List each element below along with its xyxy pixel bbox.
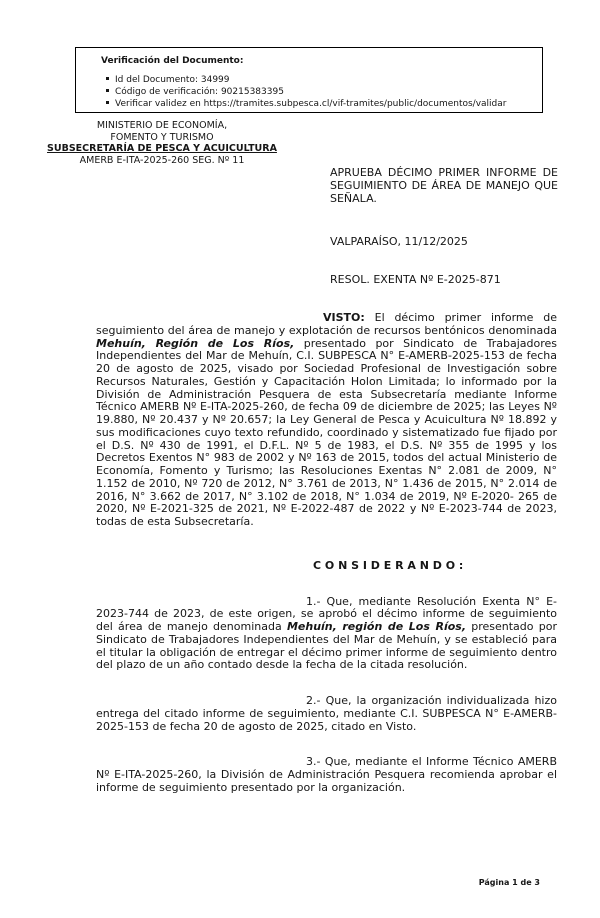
title-block bbox=[330, 167, 558, 287]
letterhead bbox=[38, 120, 286, 167]
verification-box bbox=[75, 47, 543, 113]
subsecretaria-line: SUBSECRETARÍA DE PESCA Y ACUICULTURA bbox=[47, 143, 277, 155]
verification-item-code bbox=[106, 87, 542, 98]
verification-item-text: Código de verificación: 90215383395 bbox=[115, 87, 284, 97]
ministry-line-2: FOMENTO Y TURISMO bbox=[110, 131, 214, 143]
considerando-item-1: 1.- Que, mediante Resolución Exenta N° E-2023-744 de 2023, de este origen, se aprobó el décimo informe de seguimiento del área de manejo denominada Mehuín, región de Los Ríos, presentado por Sindicato de Trabajadores Independientes del Mar de Mehuín, y se estableció para el titular la obligación de entregar el décimo primer informe de seguimiento dentro del plazo de un año contado desde la fecha de la citada resolución. bbox=[96, 594, 557, 672]
resolution-subject: APRUEBA DÉCIMO PRIMER INFORME DE SEGUIMIENTO DE ÁREA DE MANEJO QUE SEÑALA. bbox=[330, 166, 558, 205]
amerb-reference: AMERB E-ITA-2025-260 SEG. Nº 11 bbox=[79, 155, 245, 167]
page-indicator: Página 1 de 3 bbox=[478, 878, 540, 887]
considerando-item-2: 2.- Que, la organización individualizada hizo entrega del citado informe de seguimiento, mediante C.I. SUBPESCA N° E-AMERB-2025-153 de fecha 20 de agosto de 2025, citado en Visto. bbox=[96, 694, 557, 733]
bullet-icon bbox=[106, 89, 109, 92]
considerando-item-3: 3.- Que, mediante el Informe Técnico AMERB Nº E-ITA-2025-260, la División de Administración Pesquera recomienda aprobar el informe de seguimiento presentado por la organización. bbox=[96, 755, 557, 794]
verification-item-text: Verificar validez en https://tramites.subpesca.cl/vif-tramites/public/documentos/validar bbox=[115, 99, 507, 109]
verification-item-text: Id del Documento: 34999 bbox=[115, 75, 230, 85]
city-date: VALPARAÍSO, 11/12/2025 bbox=[330, 235, 468, 249]
resolution-number: RESOL. EXENTA Nº E-2025-871 bbox=[330, 273, 501, 287]
bullet-icon bbox=[106, 101, 109, 104]
bullet-icon bbox=[106, 77, 109, 80]
verification-item-document-id bbox=[106, 75, 542, 86]
verification-title: Verificación del Documento: bbox=[101, 56, 244, 66]
verification-list bbox=[101, 75, 542, 110]
ministry-line-1: MINISTERIO DE ECONOMÍA, bbox=[96, 120, 228, 131]
document-body bbox=[96, 312, 557, 795]
verification-item-url bbox=[106, 99, 542, 110]
visto-paragraph: VISTO: El décimo primer informe de seguimiento del área de manejo y explotación de recursos bentónicos denominada Mehuín, Región de Los Ríos, presentado por Sindicato de Trabajadores Independientes del Mar de Mehuín, C.I. SUBPESCA N° E-AMERB-2025-153 de fecha 20 de agosto de 2025, visado por Sociedad Profesional de Investigación sobre Recursos Naturales, Gestión y Capacitación Holon Limitada; lo informado por la División de Administración Pesquera de esta Subsecretaría mediante Informe Técnico AMERB Nº E-ITA-2025-260, de fecha 09 de diciembre de 2025; las Leyes Nº 19.880, Nº 20.437 y Nº 20.657; la Ley General de Pesca y Acuicultura Nº 18.892 y sus modificaciones cuyo texto refundido, coordinado y sistematizado fue fijado por el D.S. Nº 430 de 1991, el D.F.L. Nº 5 de 1983, el D.S. Nº 355 de 1995 y los Decretos Exentos N° 983 de 2002 y Nº 163 de 2015, todos del actual Ministerio de Economía, Fomento y Turismo; las Resoluciones Exentas N° 2.081 de 2009, N° 1.152 de 2010, Nº 720 de 2012, N° 3.761 de 2013, N° 1.436 de 2015, N° 2.014 de 2016, N° 3.662 de 2017, N° 3.102 de 2018, N° 1.034 de 2019, Nº E-2020- 265 de 2020, Nº E-2021-325 de 2021, Nº E-2022-487 de 2022 y Nº E-2023-744 de 2023, todas de esta Subsecretaría. bbox=[96, 311, 557, 528]
considerando-heading: C O N S I D E R A N D O : bbox=[313, 558, 464, 572]
